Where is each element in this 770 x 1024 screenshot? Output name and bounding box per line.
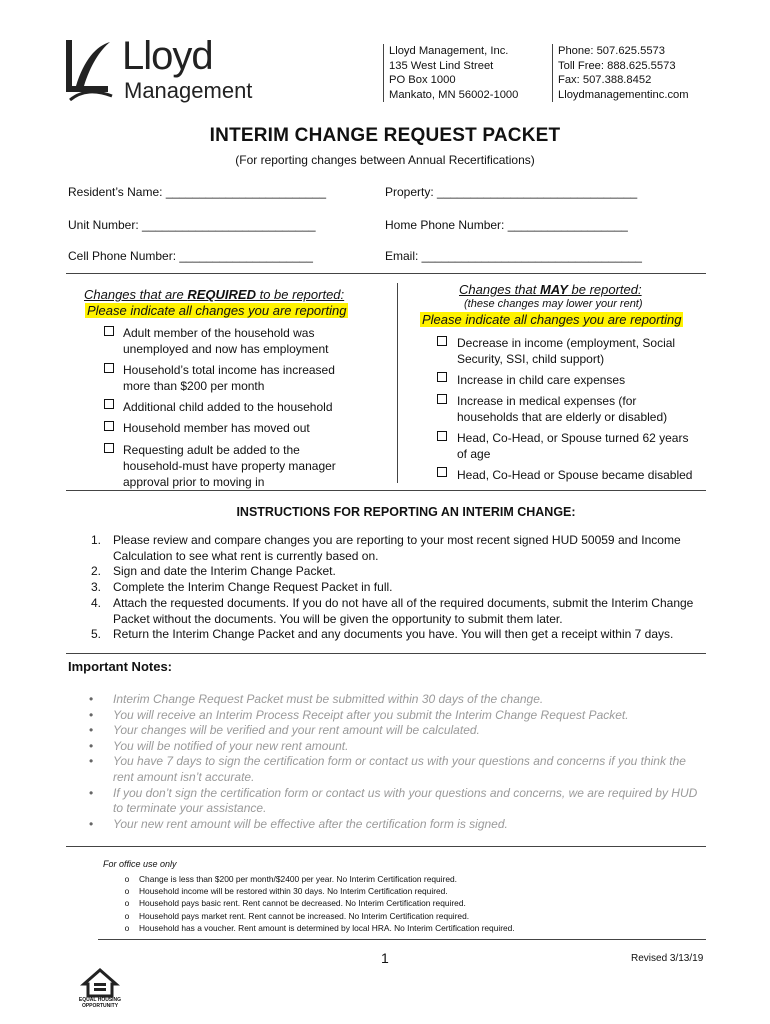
mailing-address bbox=[383, 44, 518, 102]
address-line: Mankato, MN 56002-1000 bbox=[389, 88, 519, 101]
may-item-3: Increase in medical expenses (for households that are elderly or disabled) bbox=[457, 394, 668, 424]
required-item-2: Household’s total income has increased more than $200 per month bbox=[123, 363, 335, 393]
home-phone-field[interactable]: Home Phone Number: __________________ bbox=[385, 218, 628, 232]
office-item: o Household pays market rent. Rent cannot be increased. No Interim Certification required. bbox=[124, 910, 470, 921]
may-highlight-instruction: Please indicate all changes you are reporting bbox=[422, 312, 682, 327]
divider bbox=[98, 939, 706, 940]
instruction-step: 2. Sign and date the Interim Change Packet. bbox=[91, 564, 336, 579]
important-notes-list bbox=[89, 692, 697, 832]
email-field[interactable]: Email: _________________________________ bbox=[385, 249, 642, 263]
divider bbox=[66, 490, 706, 491]
address-line: 135 West Lind Street bbox=[389, 59, 494, 72]
instructions-list bbox=[91, 533, 693, 643]
required-changes-heading: Changes that are REQUIRED to be reported: bbox=[84, 287, 345, 302]
required-item-4: Household member has moved out bbox=[123, 421, 310, 435]
contact-line: Toll Free: 888.625.5573 bbox=[558, 59, 676, 72]
office-item: o Household income will be restored within 30 days. No Interim Certification required. bbox=[124, 886, 448, 897]
checkbox-required-4[interactable] bbox=[104, 421, 114, 431]
note-item: • You have 7 days to sign the certification form or contact us with your questions and concerns if you think the rent amount isn’t accurate. bbox=[89, 754, 686, 784]
office-use-list bbox=[115, 873, 515, 934]
checkbox-required-5[interactable] bbox=[104, 443, 114, 453]
checkbox-required-2[interactable] bbox=[104, 363, 114, 373]
cell-phone-field[interactable]: Cell Phone Number: ____________________ bbox=[68, 249, 313, 263]
checkbox-required-3[interactable] bbox=[104, 399, 114, 409]
divider bbox=[66, 653, 706, 654]
logo-wordmark-management: Management bbox=[124, 78, 253, 103]
checkbox-required-1[interactable] bbox=[104, 326, 114, 336]
note-item: • Interim Change Request Packet must be submitted within 30 days of the change. bbox=[89, 692, 544, 706]
checkbox-may-2[interactable] bbox=[437, 372, 447, 382]
revision-date: Revised 3/13/19 bbox=[631, 953, 704, 964]
office-item: o Household pays basic rent. Rent cannot be decreased. No Interim Certification required. bbox=[124, 898, 466, 909]
important-notes-heading: Important Notes: bbox=[68, 659, 172, 674]
may-item-2: Increase in child care expenses bbox=[457, 373, 626, 387]
required-highlight-instruction: Please indicate all changes you are reporting bbox=[87, 303, 347, 318]
may-item-1: Decrease in income (employment, Social Security, SSI, child support) bbox=[457, 336, 676, 366]
contact-info bbox=[552, 44, 689, 102]
unit-number-field[interactable]: Unit Number: __________________________ bbox=[68, 218, 316, 232]
may-changes-note: (these changes may lower your rent) bbox=[464, 298, 643, 310]
note-item: • Your changes will be verified and your rent amount will be calculated. bbox=[89, 723, 480, 738]
required-item-5: Requesting adult be added to the household-must have property manager approval prior to moving in bbox=[123, 443, 336, 489]
divider bbox=[66, 846, 706, 847]
contact-line: Phone: 507.625.5573 bbox=[558, 45, 666, 57]
column-divider bbox=[397, 283, 398, 483]
residents-name-field[interactable]: Resident’s Name: ________________________ bbox=[68, 185, 326, 199]
checkbox-may-1[interactable] bbox=[437, 336, 447, 346]
document-subtitle: (For reporting changes between Annual Recertifications) bbox=[235, 153, 535, 167]
checkbox-may-5[interactable] bbox=[437, 467, 447, 477]
contact-line: Lloydmanagementinc.com bbox=[558, 88, 689, 101]
property-field[interactable]: Property: ______________________________ bbox=[385, 185, 638, 199]
note-item: • You will receive an Interim Process Receipt after you submit the Interim Change Request Packet. bbox=[89, 707, 629, 722]
instruction-step: 4. Attach the requested documents. If you do not have all of the required documents, submit the Interim Change Packet without the documents. You will be given the opportunity to submit them later. bbox=[91, 595, 694, 626]
instructions-title: INSTRUCTIONS FOR REPORTING AN INTERIM CHANGE: bbox=[236, 505, 576, 519]
lloyd-logo-mark bbox=[66, 40, 114, 102]
required-item-3: Additional child added to the household bbox=[123, 400, 333, 414]
may-changes-heading: Changes that MAY be reported: bbox=[459, 282, 642, 297]
instruction-step: 5. Return the Interim Change Packet and any documents you have. You will then get a receipt within 7 days. bbox=[91, 627, 674, 642]
checkbox-may-4[interactable] bbox=[437, 431, 447, 441]
office-item: o Change is less than $200 per month/$2400 per year. No Interim Certification required. bbox=[124, 874, 457, 884]
note-item: • You will be notified of your new rent amount. bbox=[89, 738, 349, 753]
note-item: • If you don’t sign the certification form or contact us with your questions and concerns, we are required by HUD to terminate your assistance. bbox=[89, 785, 698, 816]
note-item: • Your new rent amount will be effective after the certification form is signed. bbox=[89, 816, 508, 831]
office-item: o Household has a voucher. Rent amount is determined by local HRA. No Interim Certification required. bbox=[124, 922, 515, 933]
required-item-1: Adult member of the household was unemployed and now has employment bbox=[123, 326, 329, 356]
office-use-heading: For office use only bbox=[103, 859, 177, 869]
checkbox-may-3[interactable] bbox=[437, 394, 447, 404]
instruction-step: 1. Please review and compare changes you are reporting to your most recent signed HUD 50059 and Income Calculation to see what rent is currently based on. bbox=[91, 533, 681, 563]
address-line: Lloyd Management, Inc. bbox=[389, 45, 509, 57]
document-title: INTERIM CHANGE REQUEST PACKET bbox=[209, 125, 561, 146]
page-number: 1 bbox=[381, 950, 389, 966]
may-item-5: Head, Co-Head or Spouse became disabled bbox=[457, 468, 693, 482]
contact-line: Fax: 507.388.8452 bbox=[558, 74, 652, 87]
address-line: PO Box 1000 bbox=[389, 74, 456, 87]
divider bbox=[66, 273, 706, 274]
equal-housing-caption: EQUAL HOUSING OPPORTUNITY bbox=[78, 997, 122, 1009]
instruction-step: 3. Complete the Interim Change Request Packet in full. bbox=[91, 580, 393, 595]
logo-wordmark-lloyd: Lloyd bbox=[122, 34, 213, 78]
may-item-4: Head, Co-Head, or Spouse turned 62 years of age bbox=[457, 431, 689, 461]
